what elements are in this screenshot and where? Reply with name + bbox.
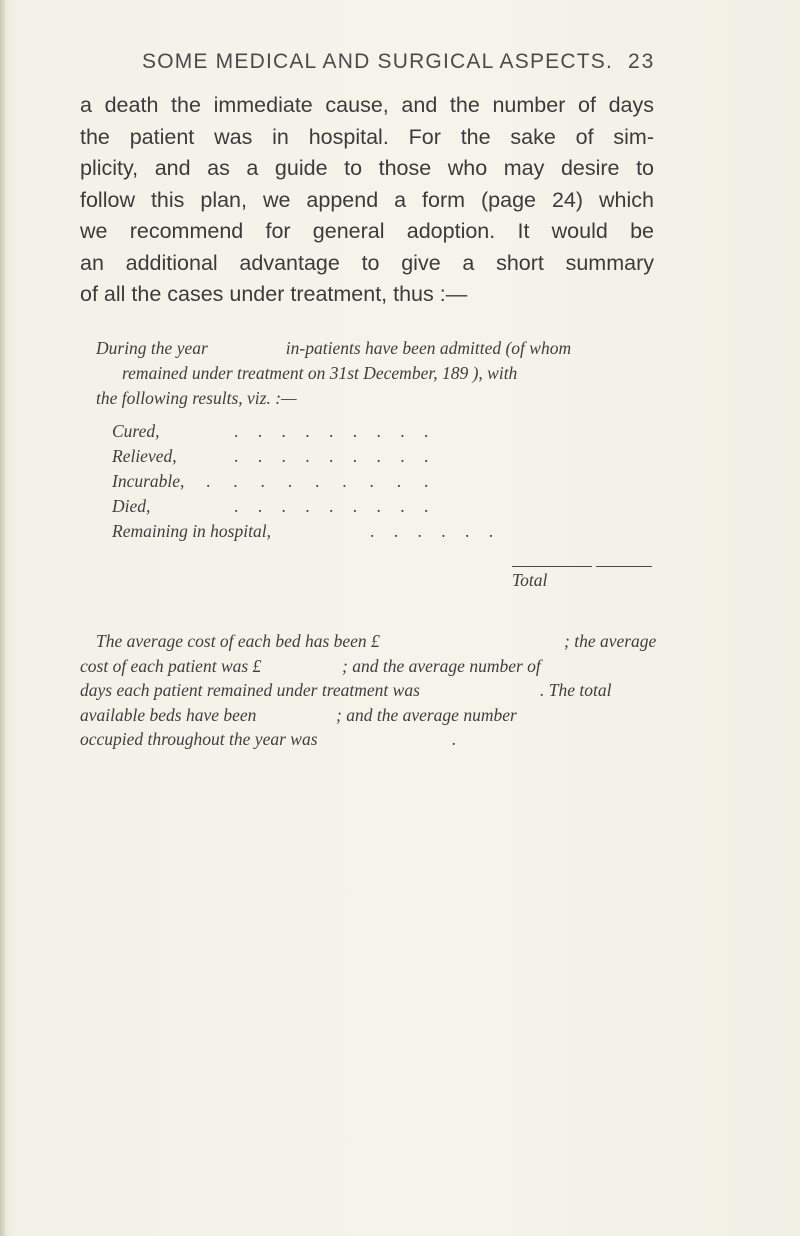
result-label: Died, — [112, 496, 151, 516]
total-label: Total — [512, 570, 548, 590]
dot-leader: . . . . . . . . . — [234, 496, 429, 516]
result-label: Relieved, — [112, 446, 177, 466]
paragraph-line: the patient was in hospital. For the sake of sim- — [80, 124, 654, 149]
results-list — [112, 419, 572, 544]
summary-text: occupied throughout the year was — [80, 729, 318, 749]
summary-line — [80, 629, 656, 654]
summary-line — [80, 678, 656, 703]
summary-form-intro — [96, 336, 656, 411]
paragraph-line: an additional advantage to give a short summary — [80, 250, 654, 275]
result-label: Cured, — [112, 421, 160, 441]
summary-text: ; and the average number — [336, 704, 517, 725]
summary-text: . — [452, 729, 457, 749]
paragraph-line: follow this plan, we append a form (page 24) which — [80, 187, 654, 212]
dot-leader: . . . . . . . . . — [234, 446, 429, 466]
result-label: Remaining in hospital, — [112, 521, 271, 541]
paragraph-line: plicity, and as a guide to those who may desire to — [80, 156, 654, 180]
summary-line — [80, 654, 656, 679]
summary-text: ; and the average number of — [342, 655, 541, 676]
result-row — [112, 444, 572, 469]
summary-text: The average cost of each bed has been £ — [96, 631, 380, 651]
result-row — [112, 419, 572, 444]
form-intro-line-3: the following results, viz. :— — [96, 388, 297, 408]
form-intro-line-1 — [96, 336, 656, 361]
body-paragraph — [80, 90, 654, 311]
cost-summary — [80, 629, 656, 752]
summary-text: . The total — [540, 680, 612, 700]
dot-leader: . . . . . . — [370, 521, 494, 541]
total-rule — [512, 566, 652, 567]
summary-line — [80, 727, 656, 752]
summary-text: available beds have been — [80, 704, 257, 725]
summary-text: days each patient remained under treatment was — [80, 680, 420, 700]
form-intro-line-2: remained under treatment on 31st December, 189 ), with — [122, 363, 518, 383]
page-binding-edge — [0, 0, 6, 1236]
result-row — [112, 519, 572, 544]
result-row — [112, 494, 572, 519]
dot-leader: . . . . . . . . . — [234, 421, 429, 441]
page-number: 23 — [628, 50, 656, 73]
summary-text: ; the average — [564, 631, 657, 651]
result-label: Incurable, — [112, 471, 185, 491]
form-intro-inpatients: in-patients have been admitted (of whom — [285, 338, 572, 358]
result-row — [112, 469, 572, 494]
paragraph-line: of all the cases under treatment, thus :— — [80, 282, 468, 306]
summary-text: cost of each patient was £ — [80, 655, 262, 676]
form-intro-during: During the year — [96, 338, 208, 358]
paragraph-line: a death the immediate cause, and the number of days — [80, 93, 654, 117]
summary-line — [80, 703, 656, 728]
running-head — [142, 50, 662, 74]
running-head-title: SOME MEDICAL AND SURGICAL ASPECTS. — [142, 50, 614, 73]
total-rule-gap — [592, 562, 596, 568]
dot-leader: . . . . . . . . . — [206, 471, 429, 491]
paragraph-line: we recommend for general adoption. It would be — [80, 219, 654, 243]
